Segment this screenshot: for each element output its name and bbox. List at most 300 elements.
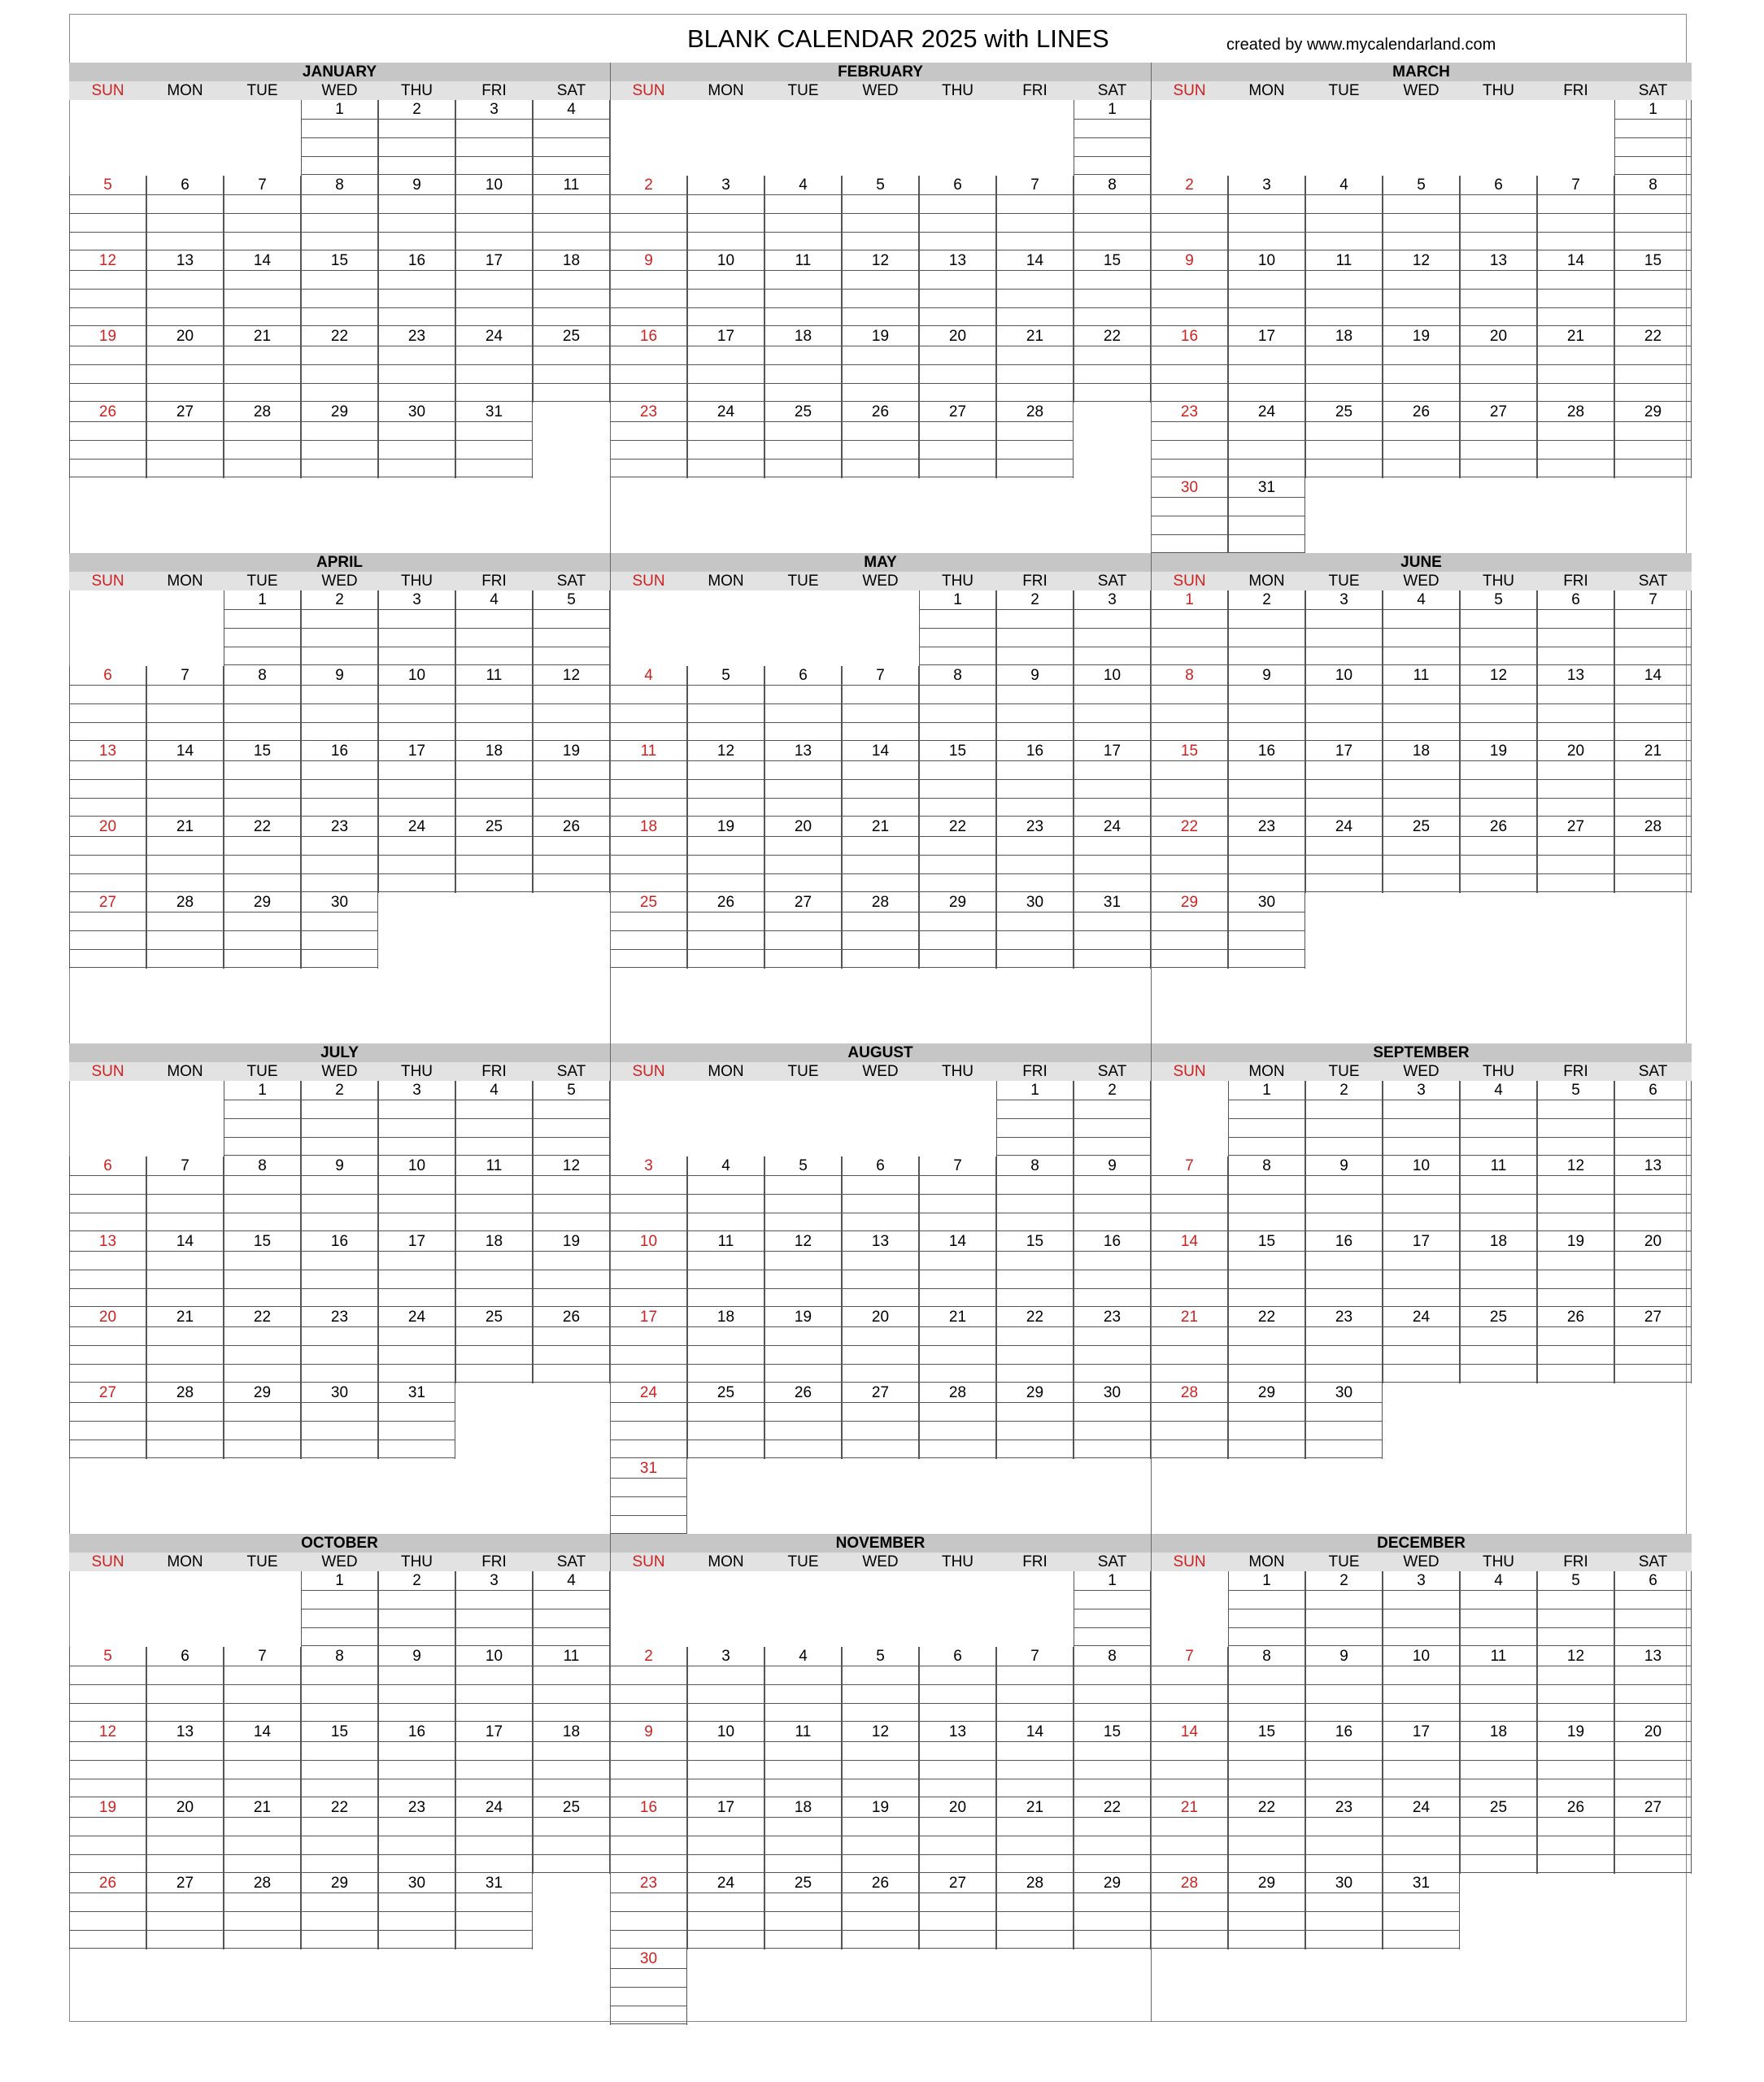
weekday-label: THU: [1482, 573, 1515, 590]
writing-line: [920, 1194, 995, 1195]
writing-line: [302, 1684, 377, 1685]
day-cell: [996, 1232, 1074, 1308]
writing-line: [1461, 1382, 1536, 1383]
day-cell: [764, 893, 842, 969]
day-cell: [378, 403, 455, 478]
writing-line: [688, 1230, 764, 1231]
writing-line: [688, 1251, 764, 1252]
writing-line: [1229, 1251, 1304, 1252]
writing-line: [688, 1382, 764, 1383]
writing-line: [1074, 1930, 1150, 1931]
writing-line: [1383, 703, 1459, 704]
day-cell: [455, 327, 533, 403]
day-number: 4: [1494, 1572, 1503, 1589]
day-cell: [842, 1798, 919, 1874]
writing-line: [70, 289, 146, 290]
weekday-label: WED: [862, 1553, 899, 1570]
day-number: 5: [567, 591, 576, 608]
writing-line: [1152, 722, 1227, 723]
writing-line: [379, 401, 455, 402]
writing-line: [688, 1948, 764, 1949]
day-number: 22: [1257, 1799, 1276, 1816]
writing-line: [1538, 1118, 1614, 1119]
month-february: [610, 63, 1151, 554]
writing-line: [1306, 1137, 1382, 1138]
writing-line: [1461, 1760, 1536, 1761]
writing-line: [1229, 798, 1304, 799]
day-cell: [610, 1949, 687, 2025]
writing-line: [70, 383, 146, 384]
day-number: 30: [407, 1875, 426, 1892]
writing-line: [688, 816, 764, 817]
writing-line: [224, 1741, 300, 1742]
writing-line: [1538, 779, 1614, 780]
day-number: 11: [1335, 252, 1352, 269]
day-cell: [996, 893, 1074, 969]
writing-line: [1538, 270, 1614, 271]
writing-line: [611, 1402, 686, 1403]
writing-line: [1229, 967, 1304, 968]
day-number: 24: [1335, 818, 1353, 835]
writing-line: [843, 459, 918, 460]
day-cell: [764, 403, 842, 478]
writing-line: [456, 1948, 532, 1949]
day-number: 28: [871, 894, 890, 911]
day-number: 7: [1571, 176, 1580, 194]
writing-line: [765, 1760, 841, 1761]
day-cell: [1383, 176, 1460, 251]
writing-line: [379, 156, 455, 157]
writing-line: [1383, 270, 1459, 271]
day-cell: [1537, 1798, 1614, 1874]
day-cell: [455, 1308, 533, 1383]
writing-line: [1306, 1230, 1382, 1231]
weekday-label: SUN: [1173, 573, 1206, 590]
day-cell: [533, 1723, 610, 1798]
writing-line: [611, 364, 686, 365]
writing-line: [1383, 1288, 1459, 1289]
day-cell: [1228, 251, 1305, 327]
day-number: 15: [948, 743, 967, 760]
day-number: 21: [176, 818, 194, 835]
writing-line: [70, 1703, 146, 1704]
day-cell: [764, 1308, 842, 1383]
writing-line: [70, 1684, 146, 1685]
day-cell: [687, 327, 764, 403]
writing-line: [302, 1854, 377, 1855]
day-cell: [1228, 817, 1305, 893]
writing-line: [70, 213, 146, 214]
writing-line: [1383, 1194, 1459, 1195]
day-number: 21: [871, 818, 890, 835]
writing-line: [997, 1684, 1073, 1685]
writing-line: [920, 836, 995, 837]
weekday-header: [610, 81, 1151, 100]
day-number: 25: [639, 894, 658, 911]
day-cell: [1614, 1081, 1692, 1156]
writing-line: [1074, 836, 1150, 837]
day-cell: [687, 251, 764, 327]
writing-line: [1229, 232, 1304, 233]
writing-line: [1306, 760, 1382, 761]
day-number: 21: [1026, 328, 1044, 345]
day-number: 18: [716, 1309, 735, 1326]
writing-line: [1461, 1194, 1536, 1195]
writing-line: [224, 740, 300, 741]
writing-line: [843, 891, 918, 892]
day-number: 24: [1412, 1309, 1431, 1326]
day-number: 24: [407, 818, 426, 835]
writing-line: [1538, 325, 1614, 326]
day-cell: [1074, 742, 1151, 817]
weekday-label: TUE: [787, 1063, 819, 1080]
day-number: 6: [1649, 1572, 1657, 1589]
day-number: 11: [486, 1157, 503, 1174]
day-cell: [455, 1571, 533, 1647]
writing-line: [147, 1457, 223, 1458]
weekday-label: WED: [862, 82, 899, 99]
day-cell: [146, 893, 224, 969]
day-cell: [224, 1232, 301, 1308]
day-number: 28: [253, 403, 272, 420]
day-number: 1: [1030, 1082, 1039, 1099]
day-cell: [533, 742, 610, 817]
day-cell: [996, 817, 1074, 893]
writing-line: [765, 967, 841, 968]
writing-line: [920, 912, 995, 913]
writing-line: [997, 779, 1073, 780]
writing-line: [997, 798, 1073, 799]
writing-line: [147, 1703, 223, 1704]
writing-line: [1383, 440, 1459, 441]
weekday-label: SUN: [632, 82, 665, 99]
writing-line: [688, 1402, 764, 1403]
writing-line: [611, 1478, 686, 1479]
writing-line: [302, 232, 377, 233]
writing-line: [70, 1421, 146, 1422]
writing-line: [611, 722, 686, 723]
writing-line: [1229, 1306, 1304, 1307]
day-cell: [301, 1798, 378, 1874]
writing-line: [1538, 364, 1614, 365]
writing-line: [1383, 1760, 1459, 1761]
writing-line: [1229, 1760, 1304, 1761]
writing-line: [302, 307, 377, 308]
day-number: 29: [948, 894, 967, 911]
day-cell: [146, 251, 224, 327]
month-january: [69, 63, 610, 554]
day-cell: [1537, 1571, 1614, 1647]
day-cell: [996, 1081, 1074, 1156]
writing-line: [147, 232, 223, 233]
writing-line: [920, 232, 995, 233]
day-cell: [610, 1383, 687, 1459]
writing-line: [224, 1345, 300, 1346]
writing-line: [1152, 1326, 1227, 1327]
writing-line: [920, 1326, 995, 1327]
day-cell: [687, 742, 764, 817]
day-cell: [69, 1232, 146, 1308]
month-name: APRIL: [69, 553, 610, 572]
writing-line: [379, 855, 455, 856]
writing-line: [1229, 1230, 1304, 1231]
writing-line: [688, 1911, 764, 1912]
day-cell: [919, 893, 996, 969]
weekday-label: WED: [1403, 82, 1440, 99]
day-number: 17: [1103, 743, 1122, 760]
writing-line: [688, 779, 764, 780]
writing-line: [379, 703, 455, 704]
day-number: 1: [1262, 1082, 1271, 1099]
writing-line: [147, 967, 223, 968]
day-number: 11: [717, 1233, 734, 1250]
day-cell: [764, 1647, 842, 1723]
writing-line: [1306, 1251, 1382, 1252]
writing-line: [1306, 1721, 1382, 1722]
day-cell: [996, 742, 1074, 817]
day-number: 27: [98, 1384, 117, 1401]
day-number: 14: [176, 1233, 194, 1250]
writing-line: [765, 1194, 841, 1195]
writing-line: [379, 137, 455, 138]
writing-line: [302, 440, 377, 441]
writing-line: [534, 325, 609, 326]
day-cell: [378, 817, 455, 893]
writing-line: [302, 760, 377, 761]
writing-line: [843, 289, 918, 290]
day-number: 13: [794, 743, 812, 760]
writing-line: [302, 1345, 377, 1346]
day-number: 29: [253, 1384, 272, 1401]
day-cell: [1305, 176, 1383, 251]
day-cell: [533, 1081, 610, 1156]
writing-line: [920, 307, 995, 308]
day-cell: [378, 176, 455, 251]
day-number: 24: [639, 1384, 658, 1401]
day-number: 11: [640, 743, 657, 760]
day-cell: [301, 1874, 378, 1949]
writing-line: [1229, 213, 1304, 214]
writing-line: [1383, 855, 1459, 856]
writing-line: [688, 703, 764, 704]
day-cell: [1151, 590, 1228, 666]
day-cell: [1074, 327, 1151, 403]
writing-line: [1383, 383, 1459, 384]
writing-line: [147, 289, 223, 290]
day-number: 22: [253, 1309, 272, 1326]
writing-line: [1383, 307, 1459, 308]
writing-line: [1615, 609, 1691, 610]
writing-line: [765, 873, 841, 874]
writing-line: [224, 325, 300, 326]
writing-line: [70, 1306, 146, 1307]
writing-line: [1461, 1288, 1536, 1289]
month-september: [1151, 1043, 1692, 1535]
writing-line: [534, 213, 609, 214]
writing-line: [997, 836, 1073, 837]
writing-line: [1461, 1306, 1536, 1307]
writing-line: [1074, 1194, 1150, 1195]
day-cell: [301, 1081, 378, 1156]
day-number: 14: [253, 252, 272, 269]
weekday-label: WED: [321, 1063, 358, 1080]
writing-line: [1615, 722, 1691, 723]
writing-line: [379, 891, 455, 892]
writing-line: [302, 891, 377, 892]
writing-line: [1229, 1288, 1304, 1289]
weekday-label: SAT: [1638, 82, 1668, 99]
writing-line: [1229, 401, 1304, 402]
writing-line: [534, 1230, 609, 1231]
day-number: 18: [1335, 328, 1353, 345]
writing-line: [843, 703, 918, 704]
day-cell: [1614, 817, 1692, 893]
day-number: 12: [794, 1233, 812, 1250]
day-cell: [1305, 251, 1383, 327]
writing-line: [1074, 213, 1150, 214]
writing-line: [1615, 779, 1691, 780]
writing-line: [611, 1703, 686, 1704]
day-number: 19: [1566, 1723, 1585, 1740]
writing-line: [534, 1326, 609, 1327]
writing-line: [1152, 1364, 1227, 1365]
day-number: 10: [485, 1648, 503, 1665]
day-cell: [610, 1308, 687, 1383]
writing-line: [379, 1251, 455, 1252]
writing-line: [379, 1421, 455, 1422]
writing-line: [688, 194, 764, 195]
day-cell: [378, 742, 455, 817]
day-cell: [996, 590, 1074, 666]
day-number: 20: [1489, 328, 1508, 345]
writing-line: [1074, 722, 1150, 723]
day-number: 22: [1257, 1309, 1276, 1326]
writing-line: [379, 289, 455, 290]
day-cell: [301, 100, 378, 176]
day-number: 27: [1644, 1799, 1662, 1816]
writing-line: [1074, 1627, 1150, 1628]
writing-line: [302, 1306, 377, 1307]
day-cell: [455, 666, 533, 742]
day-cell: [610, 1874, 687, 1949]
day-number: 26: [794, 1384, 812, 1401]
day-number: 16: [1335, 1233, 1353, 1250]
day-cell: [1305, 1571, 1383, 1647]
writing-line: [379, 760, 455, 761]
day-number: 5: [567, 1082, 576, 1099]
writing-line: [843, 1457, 918, 1458]
writing-line: [843, 1306, 918, 1307]
day-cell: [1460, 403, 1537, 478]
day-number: 27: [948, 403, 967, 420]
day-cell: [146, 817, 224, 893]
weekday-label: SUN: [91, 82, 124, 99]
writing-line: [1538, 440, 1614, 441]
day-number: 4: [644, 667, 653, 684]
writing-line: [997, 1306, 1073, 1307]
writing-line: [379, 1948, 455, 1949]
writing-line: [70, 1382, 146, 1383]
day-cell: [378, 1383, 455, 1459]
writing-line: [302, 1645, 377, 1646]
weekday-label: TUE: [246, 1553, 278, 1570]
writing-line: [765, 1911, 841, 1912]
writing-line: [224, 1703, 300, 1704]
writing-line: [224, 1137, 300, 1138]
writing-line: [1074, 949, 1150, 950]
weekday-label: THU: [941, 82, 974, 99]
day-cell: [1537, 1647, 1614, 1723]
day-number: 8: [335, 1648, 344, 1665]
writing-line: [1306, 1306, 1382, 1307]
writing-line: [920, 213, 995, 214]
day-cell: [687, 1308, 764, 1383]
writing-line: [843, 1288, 918, 1289]
day-cell: [1460, 1647, 1537, 1723]
writing-line: [843, 855, 918, 856]
writing-line: [534, 1817, 609, 1818]
writing-line: [611, 1230, 686, 1231]
weekday-label: MON: [708, 573, 744, 590]
writing-line: [1152, 1703, 1227, 1704]
writing-line: [302, 1911, 377, 1912]
writing-line: [688, 1175, 764, 1176]
weekday-label: TUE: [787, 82, 819, 99]
writing-line: [456, 421, 532, 422]
day-number: 10: [1412, 1648, 1431, 1665]
day-cell: [455, 1647, 533, 1723]
day-number: 1: [1108, 101, 1117, 118]
writing-line: [1615, 1251, 1691, 1252]
writing-line: [1229, 740, 1304, 741]
day-cell: [1228, 1647, 1305, 1723]
day-cell: [1074, 1308, 1151, 1383]
day-number: 7: [1185, 1157, 1194, 1174]
writing-line: [765, 440, 841, 441]
writing-line: [534, 1741, 609, 1742]
weekday-label: FRI: [1022, 573, 1048, 590]
writing-line: [302, 270, 377, 271]
writing-line: [534, 1590, 609, 1591]
day-cell: [687, 1874, 764, 1949]
writing-line: [1538, 609, 1614, 610]
writing-line: [1152, 760, 1227, 761]
day-number: 22: [1103, 1799, 1122, 1816]
writing-line: [534, 156, 609, 157]
day-number: 10: [1103, 667, 1122, 684]
writing-line: [1538, 421, 1614, 422]
day-number: 5: [1571, 1082, 1580, 1099]
writing-line: [1229, 1421, 1304, 1422]
writing-line: [1461, 1118, 1536, 1119]
day-number: 9: [644, 1723, 653, 1740]
day-number: 30: [1180, 479, 1199, 496]
writing-line: [147, 855, 223, 856]
writing-line: [1229, 270, 1304, 271]
writing-line: [765, 421, 841, 422]
day-cell: [224, 590, 301, 666]
writing-line: [1152, 459, 1227, 460]
weekday-label: SAT: [1638, 1063, 1668, 1080]
writing-line: [456, 891, 532, 892]
day-number: 9: [412, 1648, 421, 1665]
weekday-label: TUE: [1328, 1553, 1360, 1570]
day-number: 26: [871, 403, 890, 420]
day-cell: [224, 1081, 301, 1156]
writing-line: [1383, 1326, 1459, 1327]
writing-line: [1306, 1345, 1382, 1346]
writing-line: [70, 855, 146, 856]
